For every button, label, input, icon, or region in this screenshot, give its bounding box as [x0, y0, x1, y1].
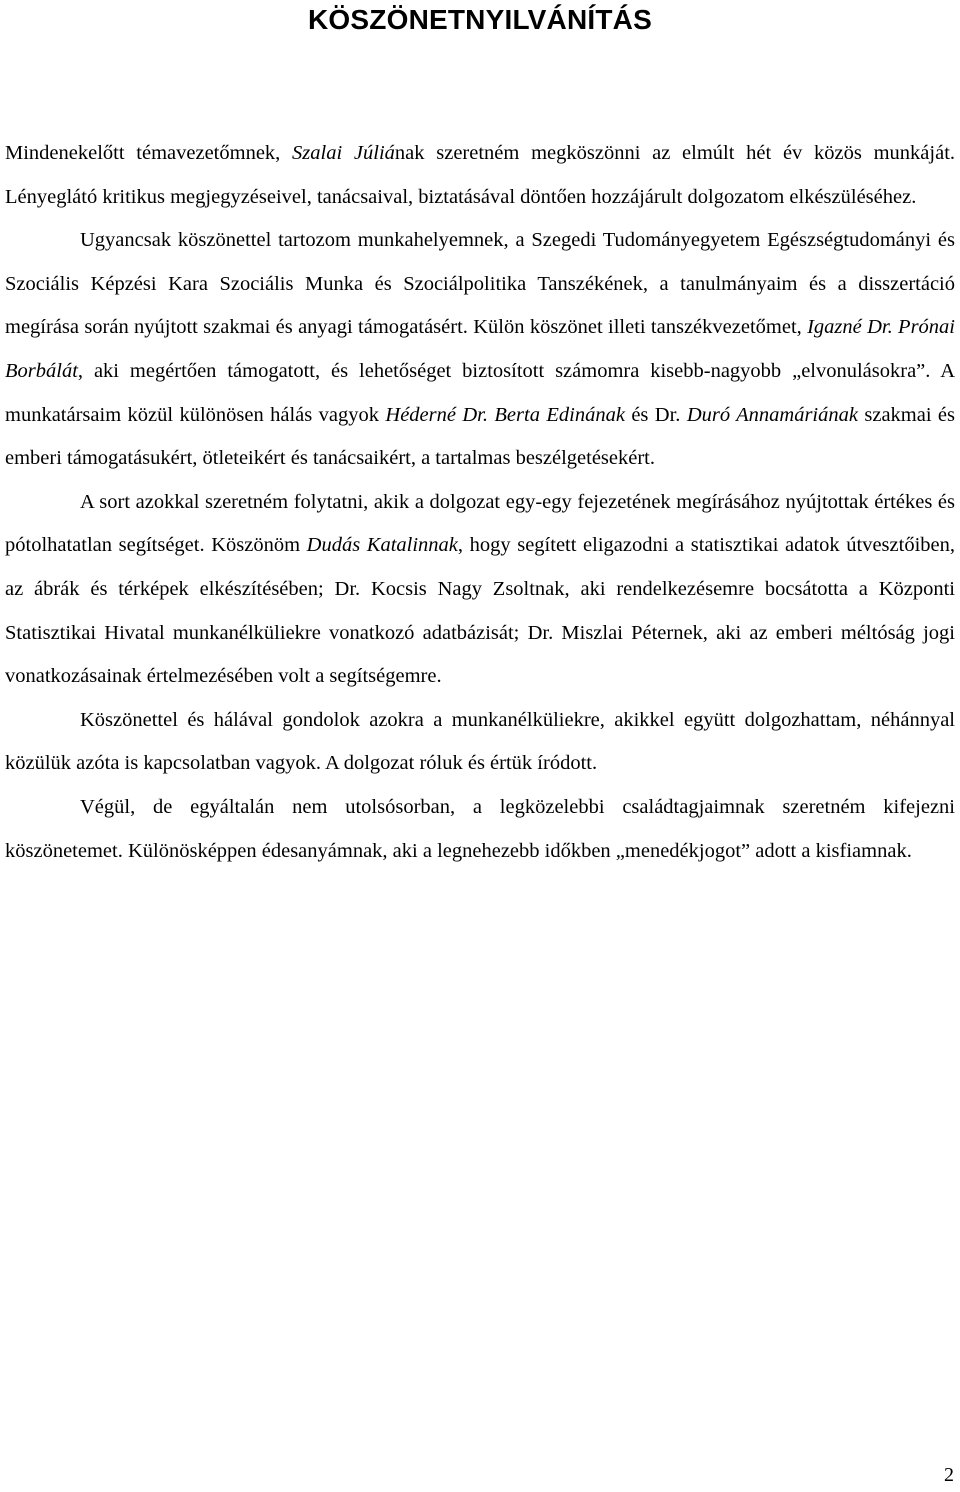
paragraph-text: Ugyancsak köszönettel tartozom munkahelyemnek, a Szegedi Tudományegyetem Egészségtudományi és Szociális Képzési Kara Szociális Munka és Szociálpolitika Tanszékének, a tanulmányaim és a disszertáció megírása során nyújtott szakmai és anyagi támogatásért. Külön köszönet illeti tanszékvezetőmet,: [5, 229, 955, 339]
paragraph-text: , hogy segített eligazodni a statisztikai adatok útvesztőiben, az ábrák és térképek elkészítésében; Dr. Kocsis Nagy Zsoltnak, aki rendelkezésemre bocsátotta a Központi Statisztikai Hivatal munkanélküliekre vonatkozó adatbázisát; Dr. Miszlai Péternek, aki az emberi méltóság jogi vonatkozásainak értelmezésében volt a segítségemre.: [5, 534, 955, 688]
head-of-department-name: Igazné Dr. Prónai Borbálát: [5, 316, 956, 382]
contributor-name: Dudás Katalinnak: [306, 534, 458, 557]
paragraph-contributors: [5, 481, 955, 699]
colleague-name: Duró Annamáriának: [686, 403, 858, 426]
supervisor-name: Szalai Júliá: [292, 142, 395, 164]
paragraph-text: és Dr.: [624, 403, 687, 426]
paragraph-text: , aki megértően támogatott, és lehetőséget biztosított számomra kisebb-nagyobb „elvonulásokra”. A munkatársaim közül különösen hálás vagyok: [5, 359, 955, 426]
paragraph-unemployed: Köszönettel és hálával gondolok azokra a munkanélküliekre, akikkel együtt dolgozhattam, néhánnyal közülük azóta is kapcsolatban vagyok. A dolgozat róluk és értük íródott.: [5, 708, 955, 775]
colleague-name: Héderné Dr. Berta Edinának: [385, 403, 625, 426]
paragraph-text: Mindenekelőtt témavezetőmnek,: [5, 142, 293, 164]
paragraph-text: A sort azokkal szeretném folytatni, akik a dolgozat egy-egy fejezetének megírásához nyújtottak értékes és pótolhatatlan segítséget. Köszönöm: [5, 490, 955, 557]
paragraph-text: szakmai és emberi támogatásukért, ötleteikért és tanácsaikért, a tartalmas beszélgetésekért.: [5, 403, 956, 470]
paragraph-family: Végül, de egyáltalán nem utolsósorban, a legközelebbi családtagjaimnak szeretném kifejezni köszönetemet. Különösképpen édesanyámnak, aki a legnehezebb időkben „menedékjogot” adott a kisfiamnak.: [5, 795, 955, 862]
paragraph-workplace: [5, 219, 955, 481]
page-title: KÖSZÖNETNYILVÁNÍTÁS: [308, 4, 652, 35]
acknowledgement-body: [5, 132, 955, 873]
paragraph-text: nak szeretném megköszönni az elmúlt hét év közös munkáját. Lényeglátó kritikus megjegyzéseivel, tanácsaival, biztatásával döntően hozzájárult dolgozatom elkészüléséhez.: [5, 142, 956, 208]
page-number: 2: [944, 1464, 954, 1486]
paragraph-supervisor: [5, 132, 955, 219]
